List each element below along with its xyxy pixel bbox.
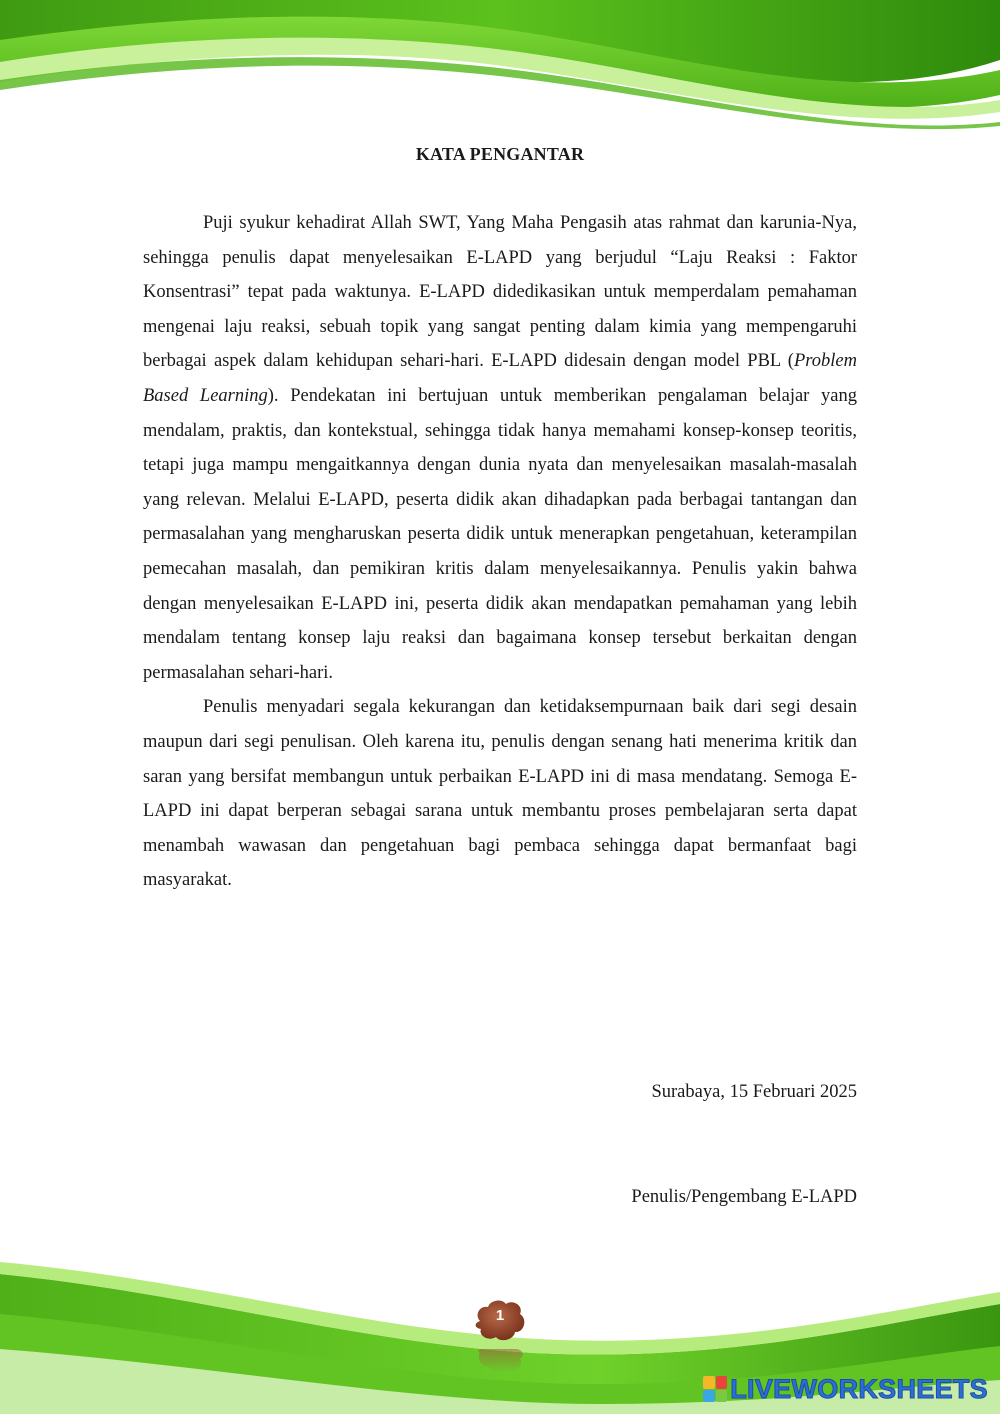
liveworksheets-logo [703, 1374, 988, 1404]
page-number: 1 [495, 1307, 505, 1324]
page-number-badge-reflection [472, 1347, 528, 1387]
page-title: KATA PENGANTAR [415, 144, 585, 164]
place-date: Surabaya, 15 Februari 2025 [651, 1082, 857, 1102]
paragraph-1-italic-term: Problem Based Learning [143, 351, 857, 406]
body-text [143, 206, 857, 898]
liveworksheets-logo-text: LIVEWORKSHEETS [730, 1373, 988, 1404]
top-green-wave-decoration [0, 0, 1000, 140]
liveworksheets-logo-icon [703, 1376, 727, 1402]
paragraph-1 [143, 206, 857, 690]
paragraph-1-text-a: Puji syukur kehadirat Allah SWT, Yang Maha Pengasih atas rahmat dan karunia-Nya, sehingga penulis dapat menyelesaikan E-LAPD yang berjudul “Laju Reaksi : Faktor Konsentrasi” tepat pada waktunya. E-LAPD didedikasikan untuk memperdalam pemahaman mengenai laju reaksi, sebuah topik yang sangat penting dalam kimia yang mempengaruhi berbagai aspek dalam kehidupan sehari-hari. E-LAPD didesain dengan model PBL ( [143, 213, 857, 372]
paragraph-2: Penulis menyadari segala kekurangan dan ketidaksempurnaan baik dari segi desain maupun dari segi penulisan. Oleh karena itu, penulis dengan senang hati menerima kritik dan saran yang bersifat membangun untuk perbaikan E-LAPD ini di masa mendatang. Semoga E-LAPD ini dapat berperan sebagai sarana untuk membantu proses pembelajaran serta dapat menambah wawasan dan pengetahuan bagi pembaca sehingga dapat bermanfaat bagi masyarakat. [143, 697, 857, 891]
signature: Penulis/Pengembang E-LAPD [631, 1187, 857, 1207]
paragraph-1-text-b: ). Pendekatan ini bertujuan untuk memberikan pengalaman belajar yang mendalam, praktis, dan kontekstual, sehingga tidak hanya memahami konsep-konsep teoritis, tetapi juga mampu mengaitkannya dengan dunia nyata dan menyelesaikan masalah-masalah yang relevan. Melalui E-LAPD, peserta didik akan dihadapkan pada berbagai tantangan dan permasalahan yang mengharuskan peserta didik untuk menerapkan pengetahuan, keterampilan pemecahan masalah, dan pemikiran kritis dalam menyelesaikannya. Penulis yakin bahwa dengan menyelesaikan E-LAPD ini, peserta didik akan mendapatkan pemahaman yang lebih mendalam tentang konsep laju reaksi dan bagaimana konsep tersebut berkaitan dengan permasalahan sehari-hari. [143, 385, 857, 683]
